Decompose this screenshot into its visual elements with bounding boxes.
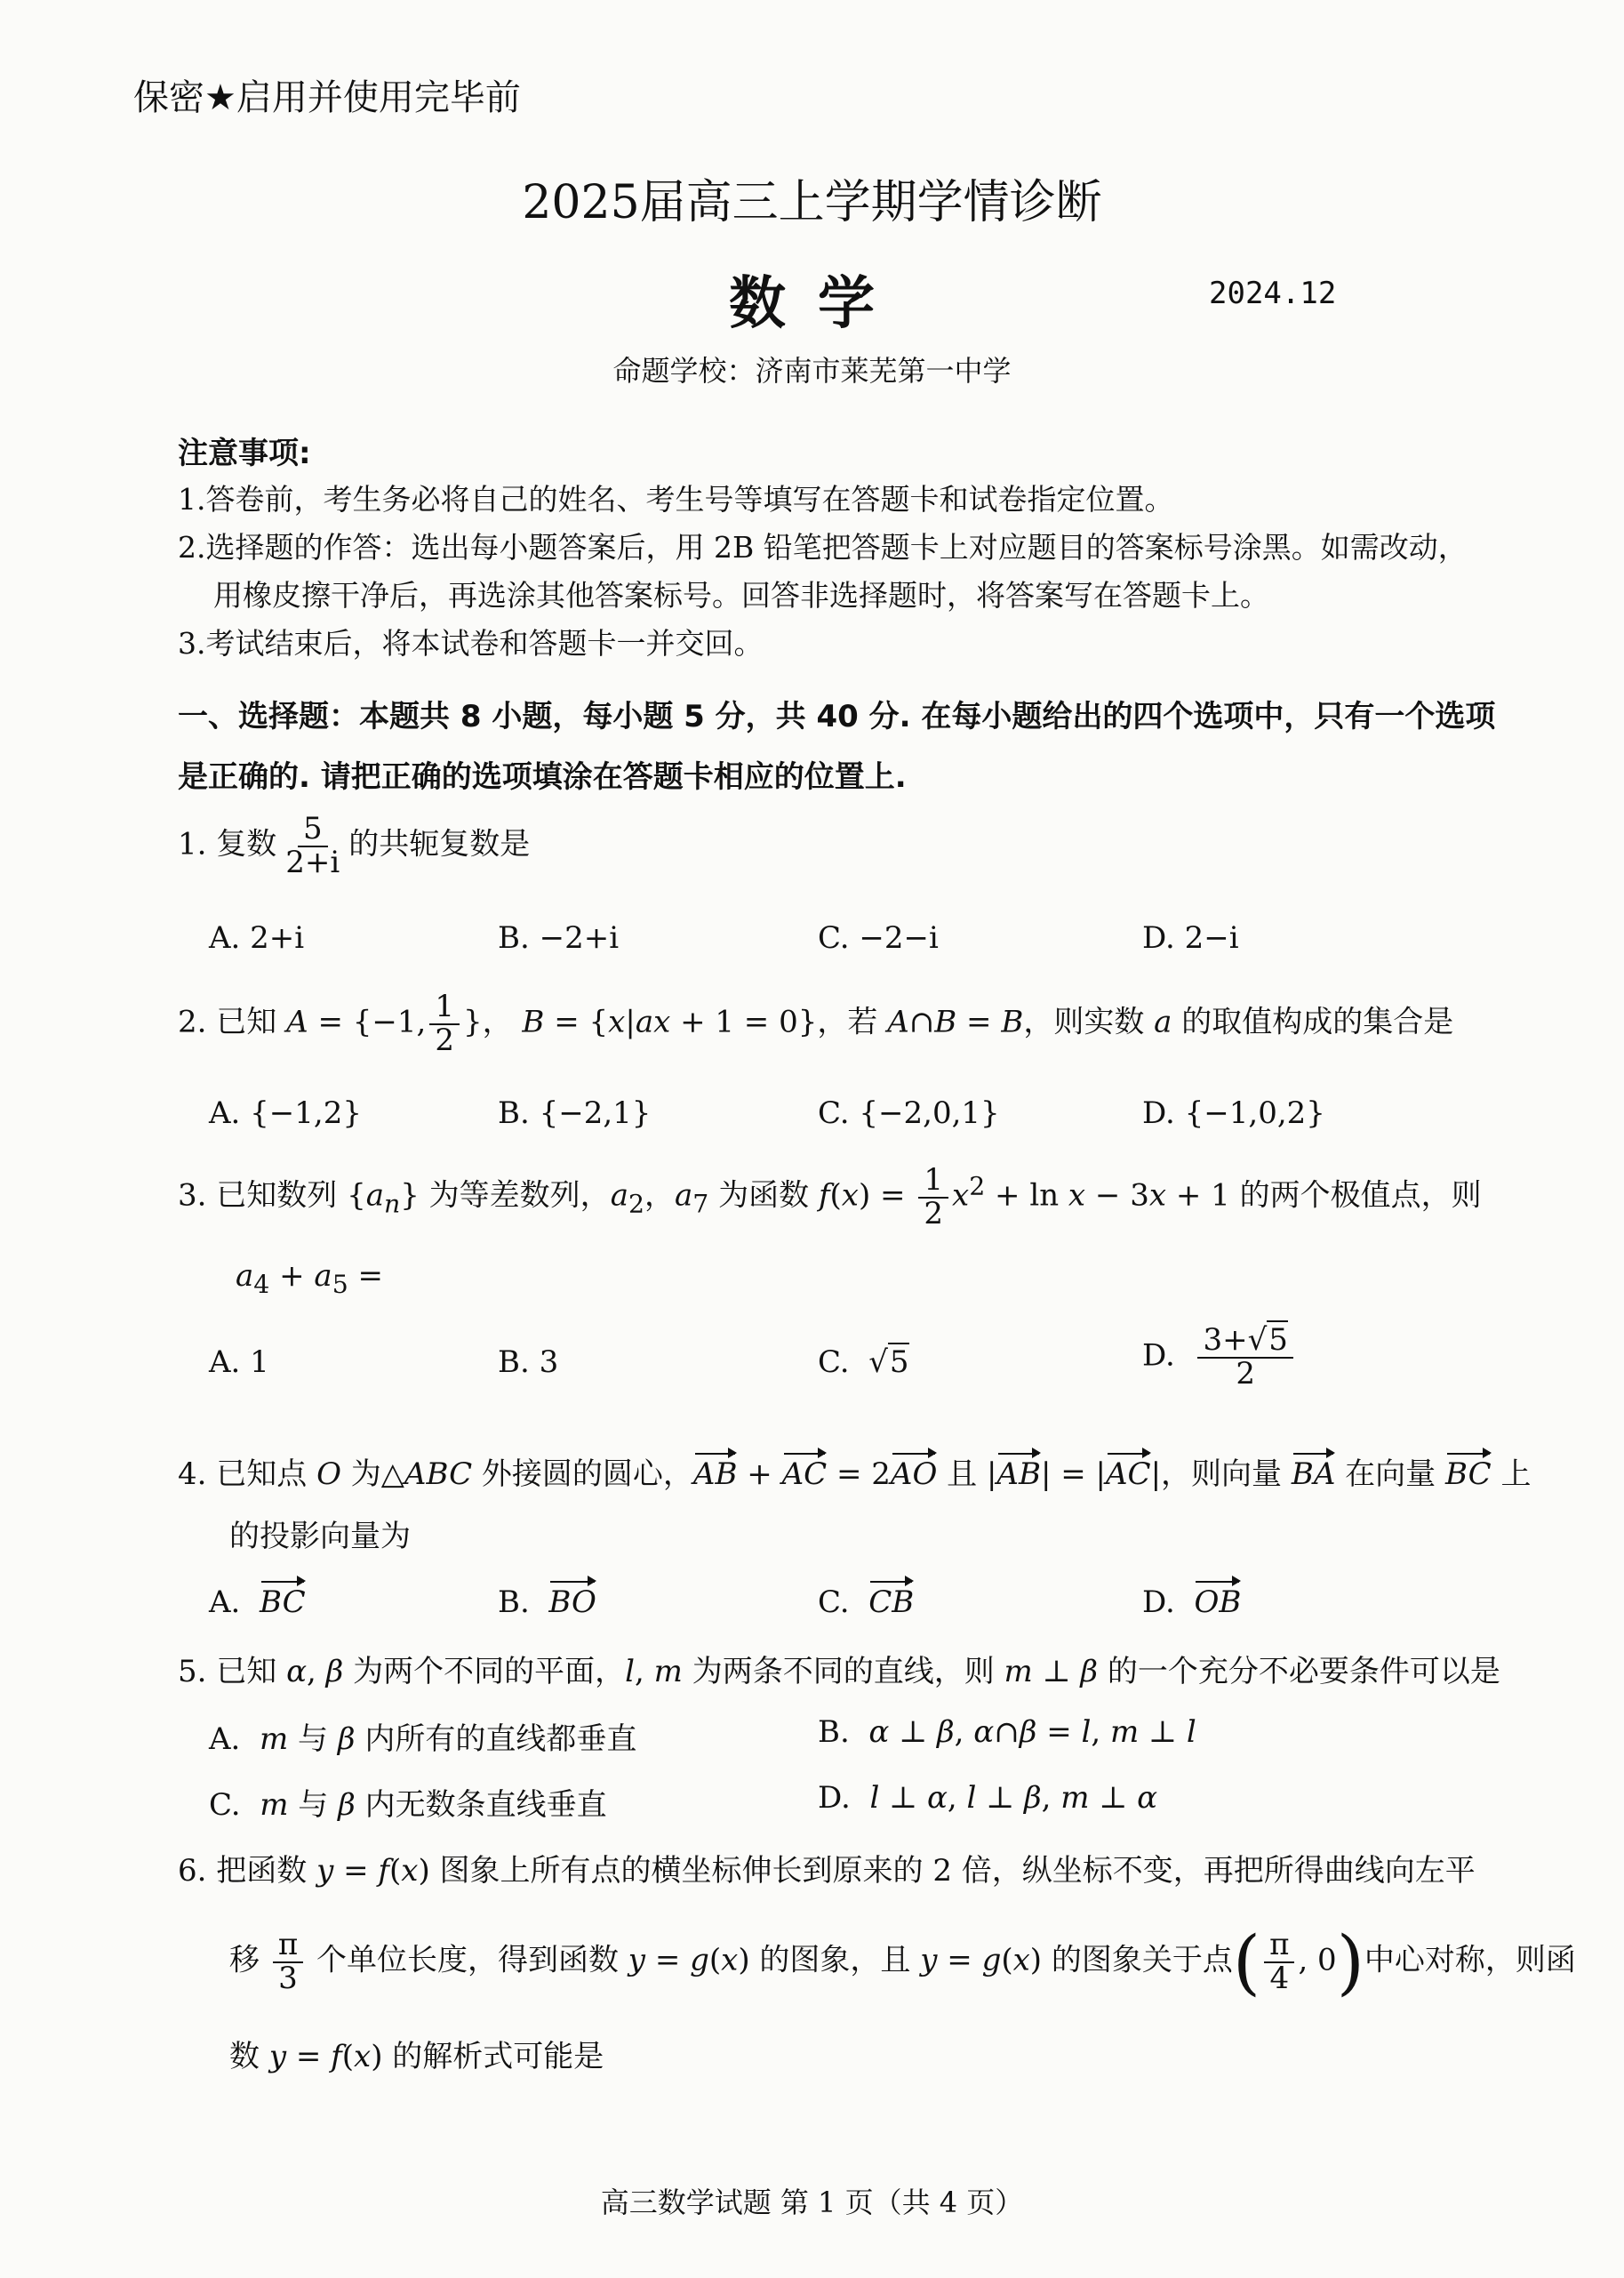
option-a: A. {−1,2} bbox=[209, 1095, 362, 1131]
question-number: 5. bbox=[178, 1654, 207, 1689]
question-6: 6. 把函数 y = f(x) 图象上所有点的横坐标伸长到原来的 2 倍，纵坐标不变，再把所得曲线向左平 bbox=[178, 1853, 1476, 1889]
page-footer: 高三数学试题 第 1 页（共 4 页） bbox=[600, 2186, 1024, 2219]
question-number: 1. bbox=[178, 826, 207, 862]
option-a: A. m 与 β 内所有的直线都垂直 bbox=[209, 1721, 637, 1757]
option-b: B. 3 bbox=[498, 1344, 559, 1380]
option-b: B. α ⊥ β, α∩β = l, m ⊥ l bbox=[818, 1714, 1196, 1750]
notice-item: 2.选择题的作答：选出每小题答案后，用 2B 铅笔把答题卡上对应题目的答案标号涂黑。如需改动， bbox=[178, 530, 1468, 565]
option-a: A. 1 bbox=[209, 1344, 269, 1380]
question-2: 2. 已知 A = {−1, $\frac{1}{2}$ }， B = {x|ax + 1 = 0}，若 A∩B = B，则实数 a 的取值构成的集合是 bbox=[178, 989, 1454, 1058]
question-text: 复数 bbox=[216, 826, 277, 862]
notice-item: 1.答卷前，考生务必将自己的姓名、考生号等填写在答题卡和试卷指定位置。 bbox=[178, 482, 1174, 517]
school-line: 命题学校：济南市莱芜第一中学 bbox=[612, 354, 1012, 388]
section-heading-cont: 是正确的. 请把正确的选项填涂在答题卡相应的位置上. bbox=[178, 759, 907, 795]
question-text: 的解析式可能是 bbox=[392, 2039, 604, 2074]
question-5: 5. 已知 α, β 为两个不同的平面，l, m 为两条不同的直线，则 m ⊥ β 的一个充分不必要条件可以是 bbox=[178, 1654, 1500, 1689]
option-d: D. {−1,0,2} bbox=[1142, 1095, 1325, 1131]
option-b: B. −2+i bbox=[498, 920, 620, 956]
option-c: C. CB bbox=[818, 1584, 915, 1620]
question-number: 2. bbox=[178, 1004, 207, 1040]
option-c: C. −2−i bbox=[818, 920, 939, 956]
notice-heading: 注意事项: bbox=[178, 436, 311, 471]
question-3-cont: $a_4 + a_5$ = bbox=[236, 1258, 384, 1299]
option-d: D. OB bbox=[1142, 1584, 1242, 1620]
confidential-label: 保密★启用并使用完毕前 bbox=[133, 77, 521, 118]
question-6-cont2: 数 y = f(x) 的解析式可能是 bbox=[229, 2039, 604, 2074]
exam-title: 2025届高三上学期学情诊断 bbox=[522, 176, 1102, 229]
option-c: C. √5 bbox=[818, 1344, 909, 1380]
section-heading: 一、选择题：本题共 8 小题，每小题 5 分，共 40 分. 在每小题给出的四个选项中，只有一个选项 bbox=[178, 699, 1496, 734]
option-c: C. {−2,0,1} bbox=[818, 1095, 1000, 1131]
option-b: B. BO bbox=[498, 1584, 596, 1620]
option-b: B. {−2,1} bbox=[498, 1095, 652, 1131]
fraction-numerator: 5 bbox=[298, 814, 328, 847]
option-d: D. l ⊥ α, l ⊥ β, m ⊥ α bbox=[818, 1780, 1158, 1816]
question-number: 4. bbox=[178, 1456, 207, 1492]
option-a: A. 2+i bbox=[209, 920, 305, 956]
option-a: A. BC bbox=[209, 1584, 306, 1620]
exam-date: 2024.12 bbox=[1209, 276, 1337, 311]
question-number: 6. bbox=[178, 1853, 207, 1889]
question-1 bbox=[178, 811, 531, 880]
question-3: 3. 已知数列 $\{a_n\}$ 为等差数列，$a_2$，$a_7$ 为函数 f(x) = $\frac{1}{2}$ $x^2 + \ln x - 3x + 1$ 的两个极值点，则 bbox=[178, 1162, 1482, 1231]
fraction bbox=[280, 811, 345, 880]
fraction-denominator: 2+i bbox=[285, 844, 340, 880]
notice-item: 3.考试结束后，将本试卷和答题卡一并交回。 bbox=[178, 626, 764, 661]
option-d: D. 2−i bbox=[1142, 920, 1239, 956]
question-number: 3. bbox=[178, 1177, 207, 1214]
question-6-cont: 移 $\frac{\pi}{3}$ 个单位长度，得到函数 y = g(x) 的图象，且 y = g(x) 的图象关于点( $\frac{\pi}{4}$ , 0)中心对称，则函 bbox=[229, 1921, 1576, 2003]
question-4-cont: 的投影向量为 bbox=[229, 1519, 411, 1554]
subject-title: 数学 bbox=[729, 271, 907, 337]
question-4: 4. 已知点 O 为△ABC 外接圆的圆心，AB + AC = 2AO 且 |AB| = |AC|，则向量 BA 在向量 BC 上 bbox=[178, 1456, 1532, 1492]
question-text: 的共轭复数是 bbox=[348, 826, 531, 862]
option-d: D. $\frac{3+√5}{2}$ bbox=[1142, 1325, 1297, 1390]
notice-item: 用橡皮擦干净后，再选涂其他答案标号。回答非选择题时，将答案写在答题卡上。 bbox=[213, 578, 1269, 613]
option-c: C. m 与 β 内无数条直线垂直 bbox=[209, 1787, 607, 1823]
